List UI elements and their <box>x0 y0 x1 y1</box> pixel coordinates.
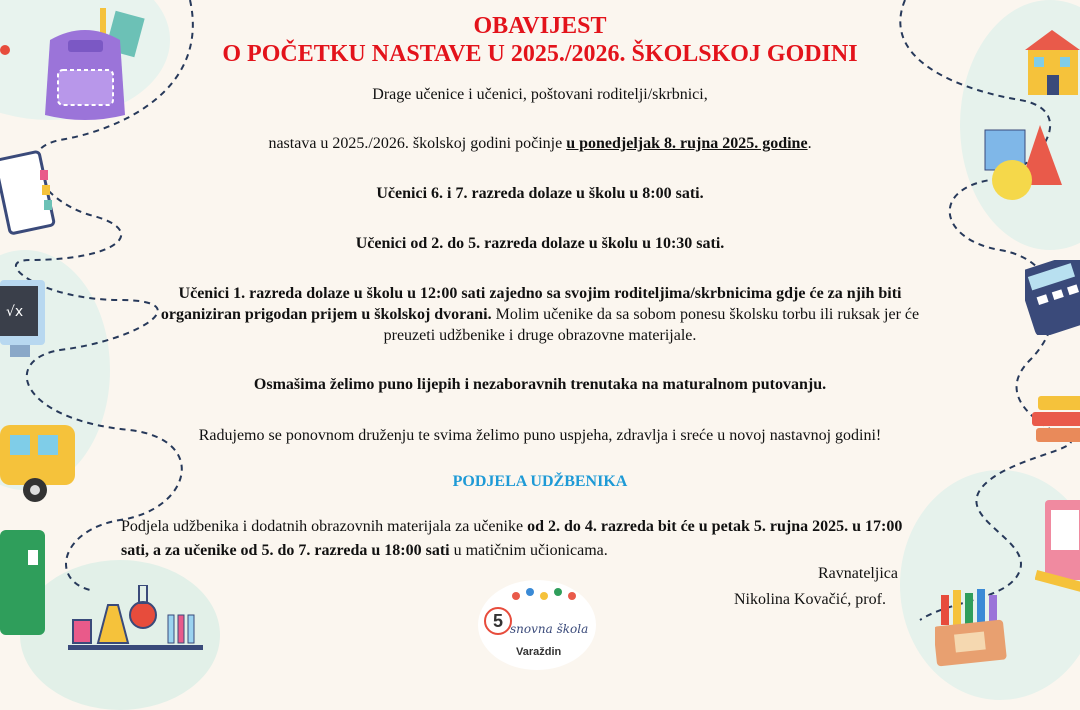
logo-number: 5 <box>484 607 512 635</box>
closing-wishes: Radujemo se ponovnom druženju te svima želimo puno uspjeha, zdravlja i sreće u novoj nastavnoj godini! <box>198 427 882 444</box>
notice-subtitle: O POČETKU NASTAVE U 2025./2026. ŠKOLSKOJ GODINI <box>222 41 858 67</box>
notice-title: OBAVIJEST <box>473 13 607 39</box>
grade-1-schedule-line2 <box>0 304 1080 325</box>
grades-6-7-schedule: Učenici 6. i 7. razreda dolaze u školu u 8:00 sati. <box>376 185 704 202</box>
greeting-text: Drage učenice i učenici, poštovani roditelji/skrbnici, <box>372 86 708 103</box>
school-logo <box>478 580 596 670</box>
grade-1-schedule-line1: Učenici 1. razreda dolaze u školu u 12:00 sati zajedno sa svojim roditeljima/skrbnicima gdje će za njih biti <box>178 285 902 302</box>
school-start-prefix: nastava u 2025./2026. školskoj godini počinje <box>268 135 567 152</box>
svg-text:√x: √x <box>6 304 24 320</box>
textbooks-line2-bold: sati, a za učenike od 5. do 7. razreda u 18:00 sati <box>121 542 450 559</box>
textbooks-line2 <box>121 540 608 561</box>
textbooks-line1-bold: od 2. do 4. razreda bit će u petak 5. rujna 2025. u 17:00 <box>527 518 903 535</box>
textbooks-line1-normal: Podjela udžbenika i dodatnih obrazovnih materijala za učenike <box>121 518 528 535</box>
school-start-date: u ponedjeljak 8. rujna 2025. godine <box>566 135 808 152</box>
logo-text: snovna škola <box>510 622 589 636</box>
logo-city: Varaždin <box>516 646 562 658</box>
school-start-suffix: . <box>807 135 812 152</box>
grade-8-wishes: Osmašima želimo puno lijepih i nezaboravnih trenutaka na maturalnom putovanju. <box>253 376 827 393</box>
textbooks-heading: PODJELA UDŽBENIKA <box>452 473 628 490</box>
grades-2-5-schedule: Učenici od 2. do 5. razreda dolaze u školu u 10:30 sati. <box>355 235 725 252</box>
grade-1-schedule-line3: preuzeti udžbenike i druge obrazovne materijale. <box>383 327 697 344</box>
textbooks-line2-normal: u matičnim učionicama. <box>449 542 608 559</box>
signature-role: Ravnateljica <box>818 565 898 582</box>
signature-name: Nikolina Kovačić, prof. <box>734 591 886 608</box>
grade-1-reception: organiziran prigodan prijem u školskoj dvorani. <box>160 306 492 323</box>
grade-1-instructions: Molim učenike da sa sobom ponesu školsku torbu ili ruksak jer će <box>491 306 920 323</box>
textbooks-line1 <box>121 516 902 537</box>
school-start-text <box>0 133 1080 154</box>
